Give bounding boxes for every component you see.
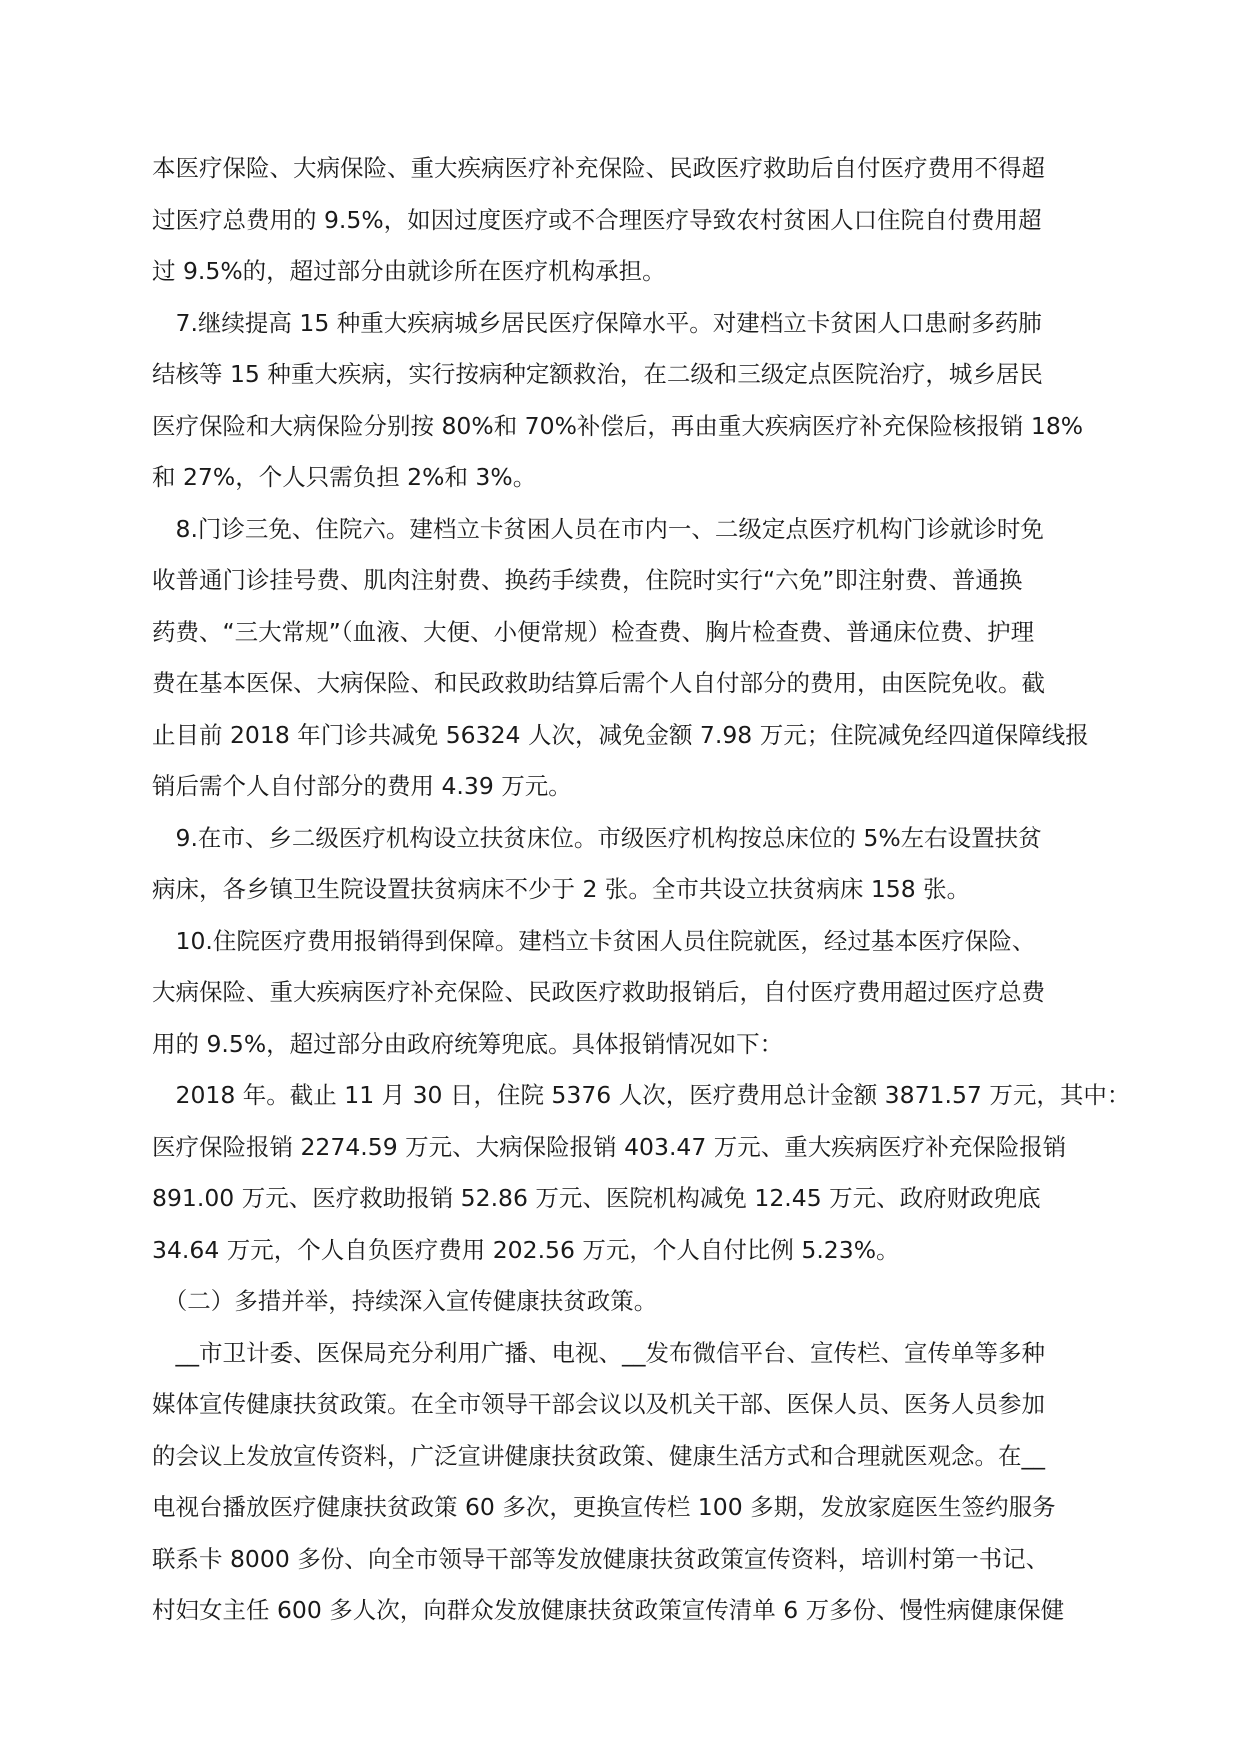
text-line: __市卫计委、医保局充分利用广播、电视、__发布微信平台、宣传栏、宣传单等多种 (152, 1338, 1045, 1367)
text-line: 媒体宣传健康扶贫政策。在全市领导干部会议以及机关干部、医保人员、医务人员参加 (152, 1390, 1045, 1418)
text-line: 的会议上发放宣传资料，广泛宣讲健康扶贫政策、健康生活方式和合理就医观念。在__ (152, 1441, 1045, 1470)
text-line: 收普通门诊挂号费、肌肉注射费、换药手续费，住院时实行“六免”即注射费、普通换 (152, 566, 1023, 594)
text-line: 销后需个人自付部分的费用 4.39 万元。 (152, 772, 572, 800)
text-line: 村妇女主任 600 多人次，向群众发放健康扶贫政策宣传清单 6 万多份、慢性病健康保健 (152, 1596, 1065, 1624)
text-line: 止目前 2018 年门诊共减免 56324 人次，减免金额 7.98 万元；住院减免经四道保障线报 (152, 720, 1089, 749)
text-line: 电视台播放医疗健康扶贫政策 60 多次，更换宣传栏 100 多期，发放家庭医生签约服务 (152, 1493, 1056, 1521)
text-line: （二）多措并举，持续深入宣传健康扶贫政策。 (152, 1287, 658, 1315)
text-line: 病床，各乡镇卫生院设置扶贫病床不少于 2 张。全市共设立扶贫病床 158 张。 (152, 875, 971, 903)
text-line: 891.00 万元、医疗救助报销 52.86 万元、医院机构减免 12.45 万元、政府财政兜底 (152, 1184, 1041, 1212)
text-line: 2018 年。截止 11 月 30 日，住院 5376 人次，医疗费用总计金额 3871.57 万元，其中： (152, 1081, 1131, 1109)
text-line: 10.住院医疗费用报销得到保障。建档立卡贫困人员住院就医，经过基本医疗保险、 (152, 926, 1036, 955)
text-line: 费在基本医保、大病保险、和民政救助结算后需个人自付部分的费用，由医院免收。截 (152, 669, 1045, 697)
text-line: 联系卡 8000 多份、向全市领导干部等发放健康扶贫政策宣传资料，培训村第一书记、 (152, 1544, 1050, 1573)
text-line: 药费、“三大常规”（血液、大便、小便常规）检查费、胸片检查费、普通床位费、护理 (152, 617, 1035, 646)
text-line: 34.64 万元，个人自负医疗费用 202.56 万元，个人自付比例 5.23%。 (152, 1235, 900, 1264)
text-line: 7.继续提高 15 种重大疾病城乡居民医疗保障水平。对建档立卡贫困人口患耐多药肺 (152, 308, 1042, 337)
text-line: 用的 9.5%，超过部分由政府统筹兜底。具体报销情况如下： (152, 1029, 784, 1058)
text-line: 结核等 15 种重大疾病，实行按病种定额救治，在二级和三级定点医院治疗，城乡居民 (152, 360, 1043, 388)
text-line: 医疗保险报销 2274.59 万元、大病保险报销 403.47 万元、重大疾病医疗补充保险报销 (152, 1132, 1067, 1161)
text-line: 过 9.5%的，超过部分由就诊所在医疗机构承担。 (152, 257, 666, 285)
text-line: 8.门诊三免、住院六。建档立卡贫困人员在市内一、二级定点医疗机构门诊就诊时免 (152, 514, 1044, 543)
text-line: 本医疗保险、大病保险、重大疾病医疗补充保险、民政医疗救助后自付医疗费用不得超 (152, 154, 1045, 182)
text-line: 医疗保险和大病保险分别按 80%和 70%补偿后，再由重大疾病医疗补充保险核报销 18% (152, 411, 1084, 440)
text-line: 过医疗总费用的 9.5%，如因过度医疗或不合理医疗导致农村贫困人口住院自付费用超 (152, 205, 1042, 234)
document-body (152, 143, 1131, 1637)
text-line: 和 27%，个人只需负担 2%和 3%。 (152, 463, 537, 491)
text-line: 大病保险、重大疾病医疗补充保险、民政医疗救助报销后，自付医疗费用超过医疗总费 (152, 978, 1045, 1006)
text-line: 9.在市、乡二级医疗机构设立扶贫床位。市级医疗机构按总床位的 5%左右设置扶贫 (152, 823, 1042, 852)
